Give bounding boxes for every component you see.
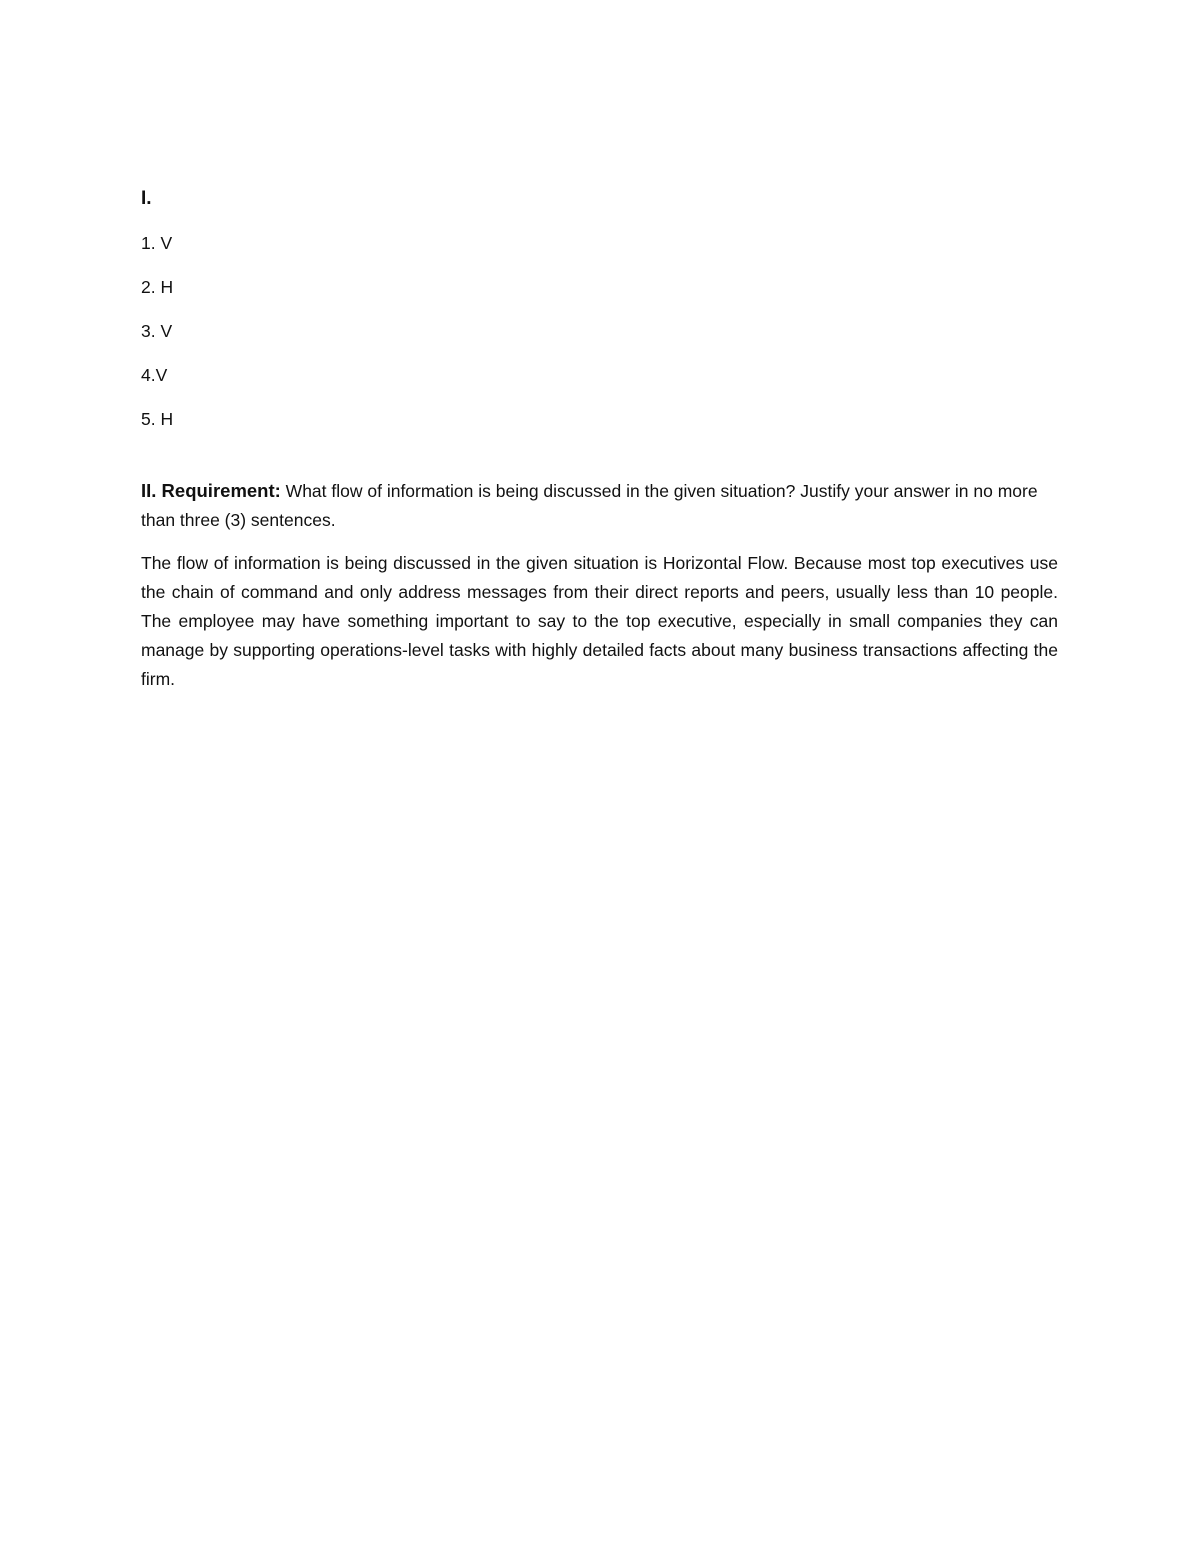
answer-value: H <box>160 409 174 429</box>
answer-item-3 <box>141 318 1058 344</box>
document-body <box>141 186 1058 694</box>
answer-number: 2. <box>141 277 156 297</box>
section-one-heading: I. <box>141 188 152 209</box>
answer-value: V <box>155 365 168 385</box>
answer-item-4 <box>141 362 1058 388</box>
answer-number: 5. <box>141 409 156 429</box>
section-one <box>141 186 1058 432</box>
requirement-question: What flow of information is being discussed in the given situation? Justify your answer in no more than three (3) sentences. <box>141 481 1038 530</box>
answer-value: V <box>160 233 173 253</box>
answer-list <box>141 230 1058 432</box>
answer-item-2 <box>141 274 1058 300</box>
answer-value: V <box>160 321 173 341</box>
answer-item-5 <box>141 406 1058 432</box>
answer-item-1 <box>141 230 1058 256</box>
section-two <box>141 476 1058 694</box>
answer-number: 4. <box>141 365 156 385</box>
answer-number: 3. <box>141 321 156 341</box>
requirement-paragraph <box>141 476 1058 535</box>
answer-number: 1. <box>141 233 156 253</box>
requirement-label: II. Requirement: <box>141 480 281 501</box>
answer-paragraph: The flow of information is being discussed in the given situation is Horizontal Flow. Because most top executives use the chain of command and only address messages from their direct reports and peers, usually less than 10 people. The employee may have something important to say to the top executive, especially in small companies they can manage by supporting operations-level tasks with highly detailed facts about many business transactions affecting the firm. <box>141 553 1058 689</box>
answer-value: H <box>160 277 174 297</box>
